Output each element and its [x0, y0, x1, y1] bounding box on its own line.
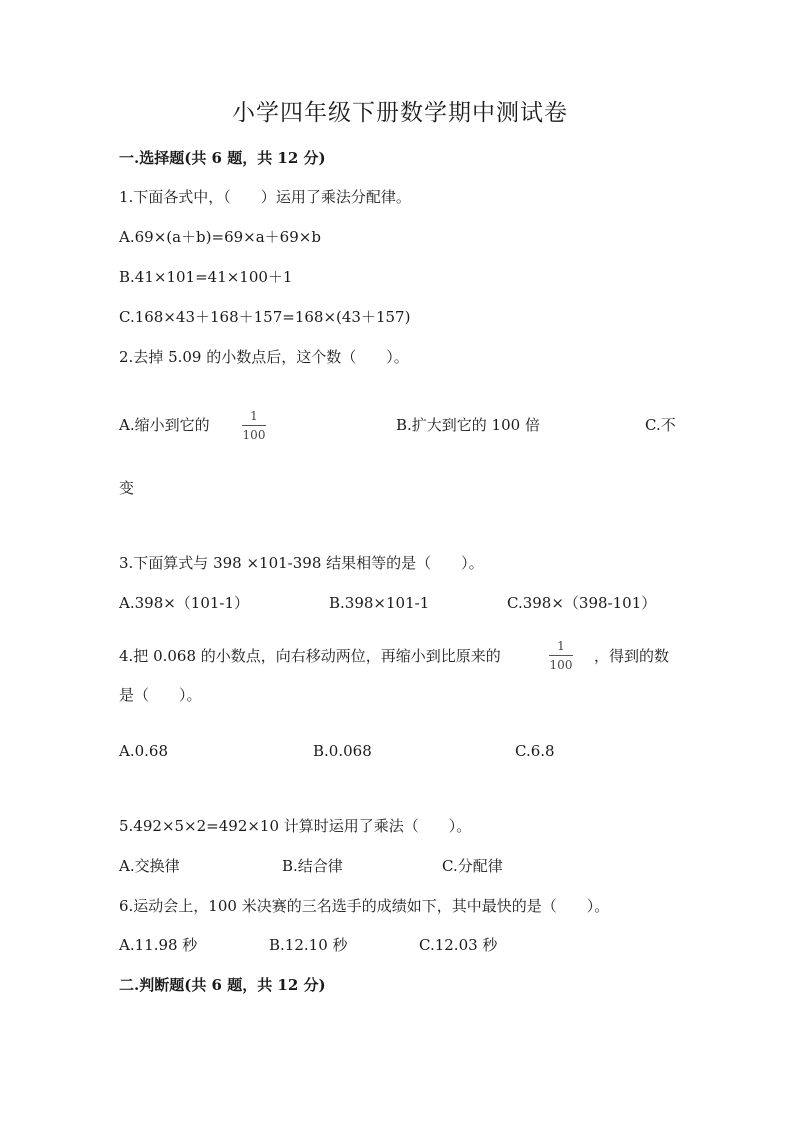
question-4-option-c: C.6.8 — [515, 742, 555, 760]
question-1-option-a: A.69×(a＋b)=69×a＋69×b — [119, 228, 321, 246]
fraction-bar — [549, 655, 573, 656]
fraction-numerator: 1 — [250, 409, 258, 423]
question-5-stem: 5.492×5×2=492×10 计算时运用了乘法（ ）。 — [119, 817, 472, 835]
question-6-stem: 6.运动会上，100 米决赛的三名选手的成绩如下，其中最快的是（ ）。 — [119, 897, 610, 915]
fraction-denominator: 100 — [549, 658, 573, 672]
question-1-option-b: B.41×101=41×100＋1 — [119, 268, 293, 286]
fraction-denominator: 100 — [242, 428, 266, 442]
fraction-numerator: 1 — [557, 639, 565, 653]
question-3-option-b: B.398×101-1 — [329, 594, 430, 612]
question-5-option-a: A.交换律 — [119, 857, 180, 875]
question-1-stem: 1.下面各式中，（ ）运用了乘法分配律。 — [119, 188, 411, 206]
question-2-option-a: A.缩小到它的 — [119, 416, 210, 434]
question-5-option-b: B.结合律 — [282, 857, 343, 875]
question-1-option-c: C.168×43＋168＋157=168×(43＋157) — [119, 308, 411, 326]
page-title: 小学四年级下册数学期中测试卷 — [232, 100, 568, 126]
section-heading-judgement: 二.判断题(共 6 题，共 12 分) — [119, 976, 326, 994]
question-3-option-a: A.398×（101-1） — [119, 594, 250, 612]
question-4-option-a: A.0.68 — [119, 742, 168, 760]
question-2-stem: 2.去掉 5.09 的小数点后，这个数（ ）。 — [119, 348, 409, 366]
question-4-stem-part2: ，得到的数 — [594, 647, 670, 665]
question-2-option-c-continued: 变 — [119, 479, 135, 497]
fraction-bar — [242, 425, 266, 426]
question-4-option-b: B.0.068 — [313, 742, 372, 760]
question-4-stem-part3: 是（ ）。 — [119, 686, 202, 704]
question-3-stem: 3.下面算式与 398 ×101-398 结果相等的是（ ）。 — [119, 554, 484, 572]
question-2-fraction — [242, 409, 266, 442]
question-4-fraction — [549, 639, 573, 672]
section-heading-choice: 一.选择题(共 6 题，共 12 分) — [119, 149, 326, 167]
question-6-option-b: B.12.10 秒 — [269, 936, 348, 954]
question-3-option-c: C.398×（398-101） — [507, 594, 657, 612]
question-5-option-c: C.分配律 — [442, 857, 503, 875]
question-2-option-c: C.不 — [645, 416, 676, 434]
question-4-stem-part1: 4.把 0.068 的小数点，向右移动两位，再缩小到比原来的 — [119, 647, 501, 665]
question-2-option-b: B.扩大到它的 100 倍 — [396, 416, 540, 434]
question-6-option-a: A.11.98 秒 — [119, 936, 198, 954]
question-6-option-c: C.12.03 秒 — [419, 936, 498, 954]
